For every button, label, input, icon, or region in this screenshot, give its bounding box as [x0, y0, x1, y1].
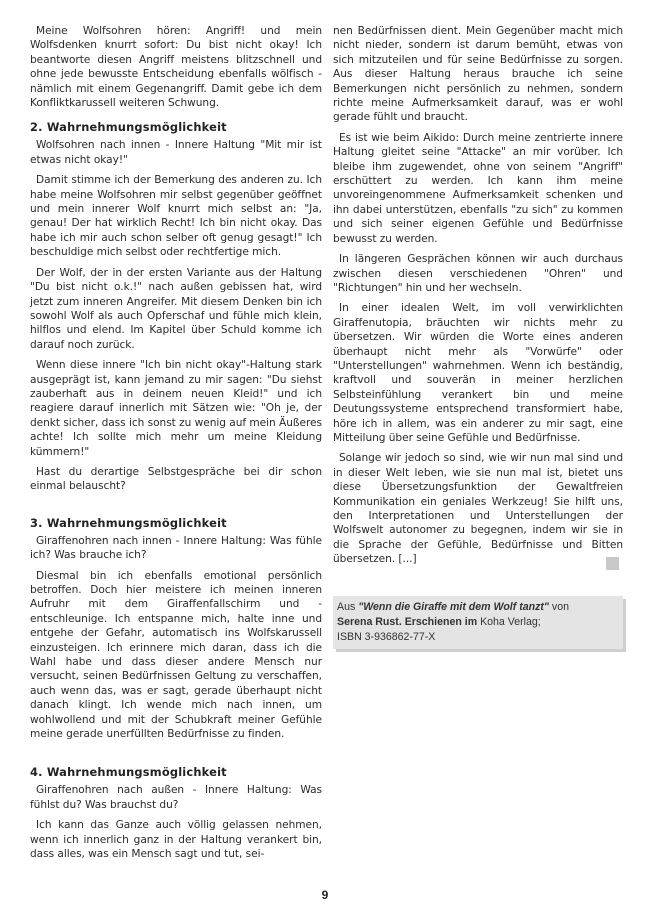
paragraph: Wolfsohren nach innen - Innere Haltung "Mit mir ist etwas nicht okay!" [30, 139, 322, 166]
author-line: Serena Rust. Erschienen im [337, 616, 478, 628]
paragraph: nen Bedürfnissen dient. Mein Gegenüber macht mich nicht nieder, sondern ist darum bemüht, etwas von sich mitzuteilen und für seine Bedürfnisse zu sorgen. Aus dieser Haltung heraus brauche ich seine Bemerkungen nicht persönlich zu nehmen, sondern richte meine Aufmerksamkeit darauf, was er wohl gerade fühlt und braucht. [333, 25, 623, 124]
source-citation-box [333, 596, 623, 649]
section-heading-4: 4. Wahrnehmungsmöglichkeit [30, 765, 227, 780]
paragraph: In einer idealen Welt, im voll verwirklichten Giraffenutopia, bräuchten wir nichts mehr zu übersetzen. Wir würden die Worte eines anderen überhaupt nicht mehr als "Vorwürfe" oder "Unterstellungen" wahrnehmen. Wenn ich beständig, kraftvoll und souverän in meiner herzlichen Selbsteinfühlung verankert bin und meine Deutungssysteme entsprechend transformiert habe, höre ich in allem, was ein anderer zu mir sagt, eine Mitteilung über seine Gefühle und Bedürfnisse. [333, 302, 623, 444]
isbn: ISBN 3-936862-77-X [337, 631, 436, 643]
page-number: 9 [321, 888, 329, 902]
paragraph: Ich kann das Ganze auch völlig gelassen nehmen, wenn ich innerlich ganz in der Haltung verankert bin, dass alles, was ein Mensch sagt und tut, sei- [30, 819, 322, 861]
paragraph: Giraffenohren nach außen - Innere Haltung: Was fühlst du? Was brauchst du? [30, 784, 322, 811]
end-of-article-square-icon [606, 557, 619, 570]
paragraph: Damit stimme ich der Bemerkung des anderen zu. Ich habe meine Wolfsohren mir selbst gegenüber geöffnet und mein innerer Wolf knurrt mich selbst an: "Ja, genau! Der hat wirklich Recht! Ich bin nicht okay. Das habe ich mir auch schon selber oft genug gesagt!" Ich beschuldige mich selbst oder rechtfertige mich. [30, 174, 322, 259]
paragraph: Es ist wie beim Aikido: Durch meine zentrierte innere Haltung gleitet seine "Attacke" an mir vorüber. Ich bleibe ihm zugewendet, ohne von seinem "Angriff" erschüttert zu werden. Ich kann ihm meine unvoreingenommene Aufmerksamkeit schenken und ihn dabei unterstützen, ebenfalls "zu sich" zu kommen und sich seiner eigenen Gefühle und Bedürfnisse bewusst zu werden. [333, 131, 623, 245]
paragraph: Wenn diese innere "Ich bin nicht okay"-Haltung stark ausgeprägt ist, kann jemand zu mir sagen: "Du siehst zauberhaft aus in deinem neuen Kleid!" und ich reagiere darauf innerlich mit Sätzen wie: "Oh je, der denkt sicher, dass ich sonst zu wenig auf mein Äußeres achte! Ich sollte mich mehr um meine Kleidung kümmern!" [30, 359, 322, 458]
source-prefix: Aus [337, 601, 359, 613]
paragraph: Solange wir jedoch so sind, wie wir nun mal sind und in dieser Welt leben, wie sie nun mal ist, bietet uns diese Übersetzungsfunktion der Gewaltfreien Kommunikation ein geniales Werkzeug! Sie hilft uns, den Interpretationen und Unterstellungen der Wolfswelt autonomer zu begegnen, indem wir sie in die Sprache der Gefühle, Bedürfnisse und Bitten übersetzen. [...] [333, 452, 623, 566]
paragraph: Meine Wolfsohren hören: Angriff! und mein Wolfsdenken knurrt sofort: Du bist nicht okay! Ich beantworte diesen Angriff meistens blitzschnell und ohne jede bewusste Entscheidung ebenfalls wölfisch - nämlich mit einem Gegenangriff. Damit gebe ich dem Konfliktkarussell weiteren Schwung. [30, 25, 322, 110]
paragraph: Der Wolf, der in der ersten Variante aus der Haltung "Du bist nicht o.k.!" nach außen gebissen hat, wird jetzt zum inneren Angreifer. Mit diesem Denken bin ich sowohl Wolf als auch Opferschaf und fühle mich klein, hilflos und elend. Im Kapitel über Schuld komme ich darauf noch zurück. [30, 266, 322, 351]
source-line-1 [337, 600, 619, 615]
section-heading-3: 3. Wahrnehmungsmöglichkeit [30, 515, 227, 530]
section-heading-2: 2. Wahrnehmungsmöglichkeit [30, 120, 227, 135]
left-column [30, 24, 322, 868]
right-column [333, 24, 623, 573]
paragraph: Hast du derartige Selbstgespräche bei dir schon einmal belauscht? [30, 465, 322, 493]
paragraph: Giraffenohren nach innen - Innere Haltung: Was fühle ich? Was brauche ich? [30, 534, 322, 562]
paragraph: In längeren Gesprächen können wir auch durchaus zwischen diesen verschiedenen "Ohren" und "Richtungen" hin und her wechseln. [333, 253, 623, 294]
source-after-title: von [548, 601, 569, 613]
publisher: Koha Verlag; [477, 616, 541, 628]
source-line-2 [337, 615, 619, 630]
paragraph: Diesmal bin ich ebenfalls emotional persönlich betroffen. Doch hier meistere ich meinen inneren Aufruhr mit dem Giraffenfallschirm und - entschleunige. Ich entspanne mich, halte inne und entgehe der Gefahr, automatisch ins Wolfskarussell einzusteigen. Ich erinnere mich daran, dass ich die Wahl habe und dass dieser andere Mensch nur versucht, seinen Bedürfnissen Geltung zu verschaffen, auch wenn das, was er sagt, gerade überhaupt nicht danach klingt. Ich wende mich nach innen, um wohlwollend und mit der Schubkraft meiner Gefühle meine gerade unerfüllten Bedürfnisse zu finden. [30, 569, 322, 741]
book-title: "Wenn die Giraffe mit dem Wolf tanzt" [358, 601, 549, 613]
